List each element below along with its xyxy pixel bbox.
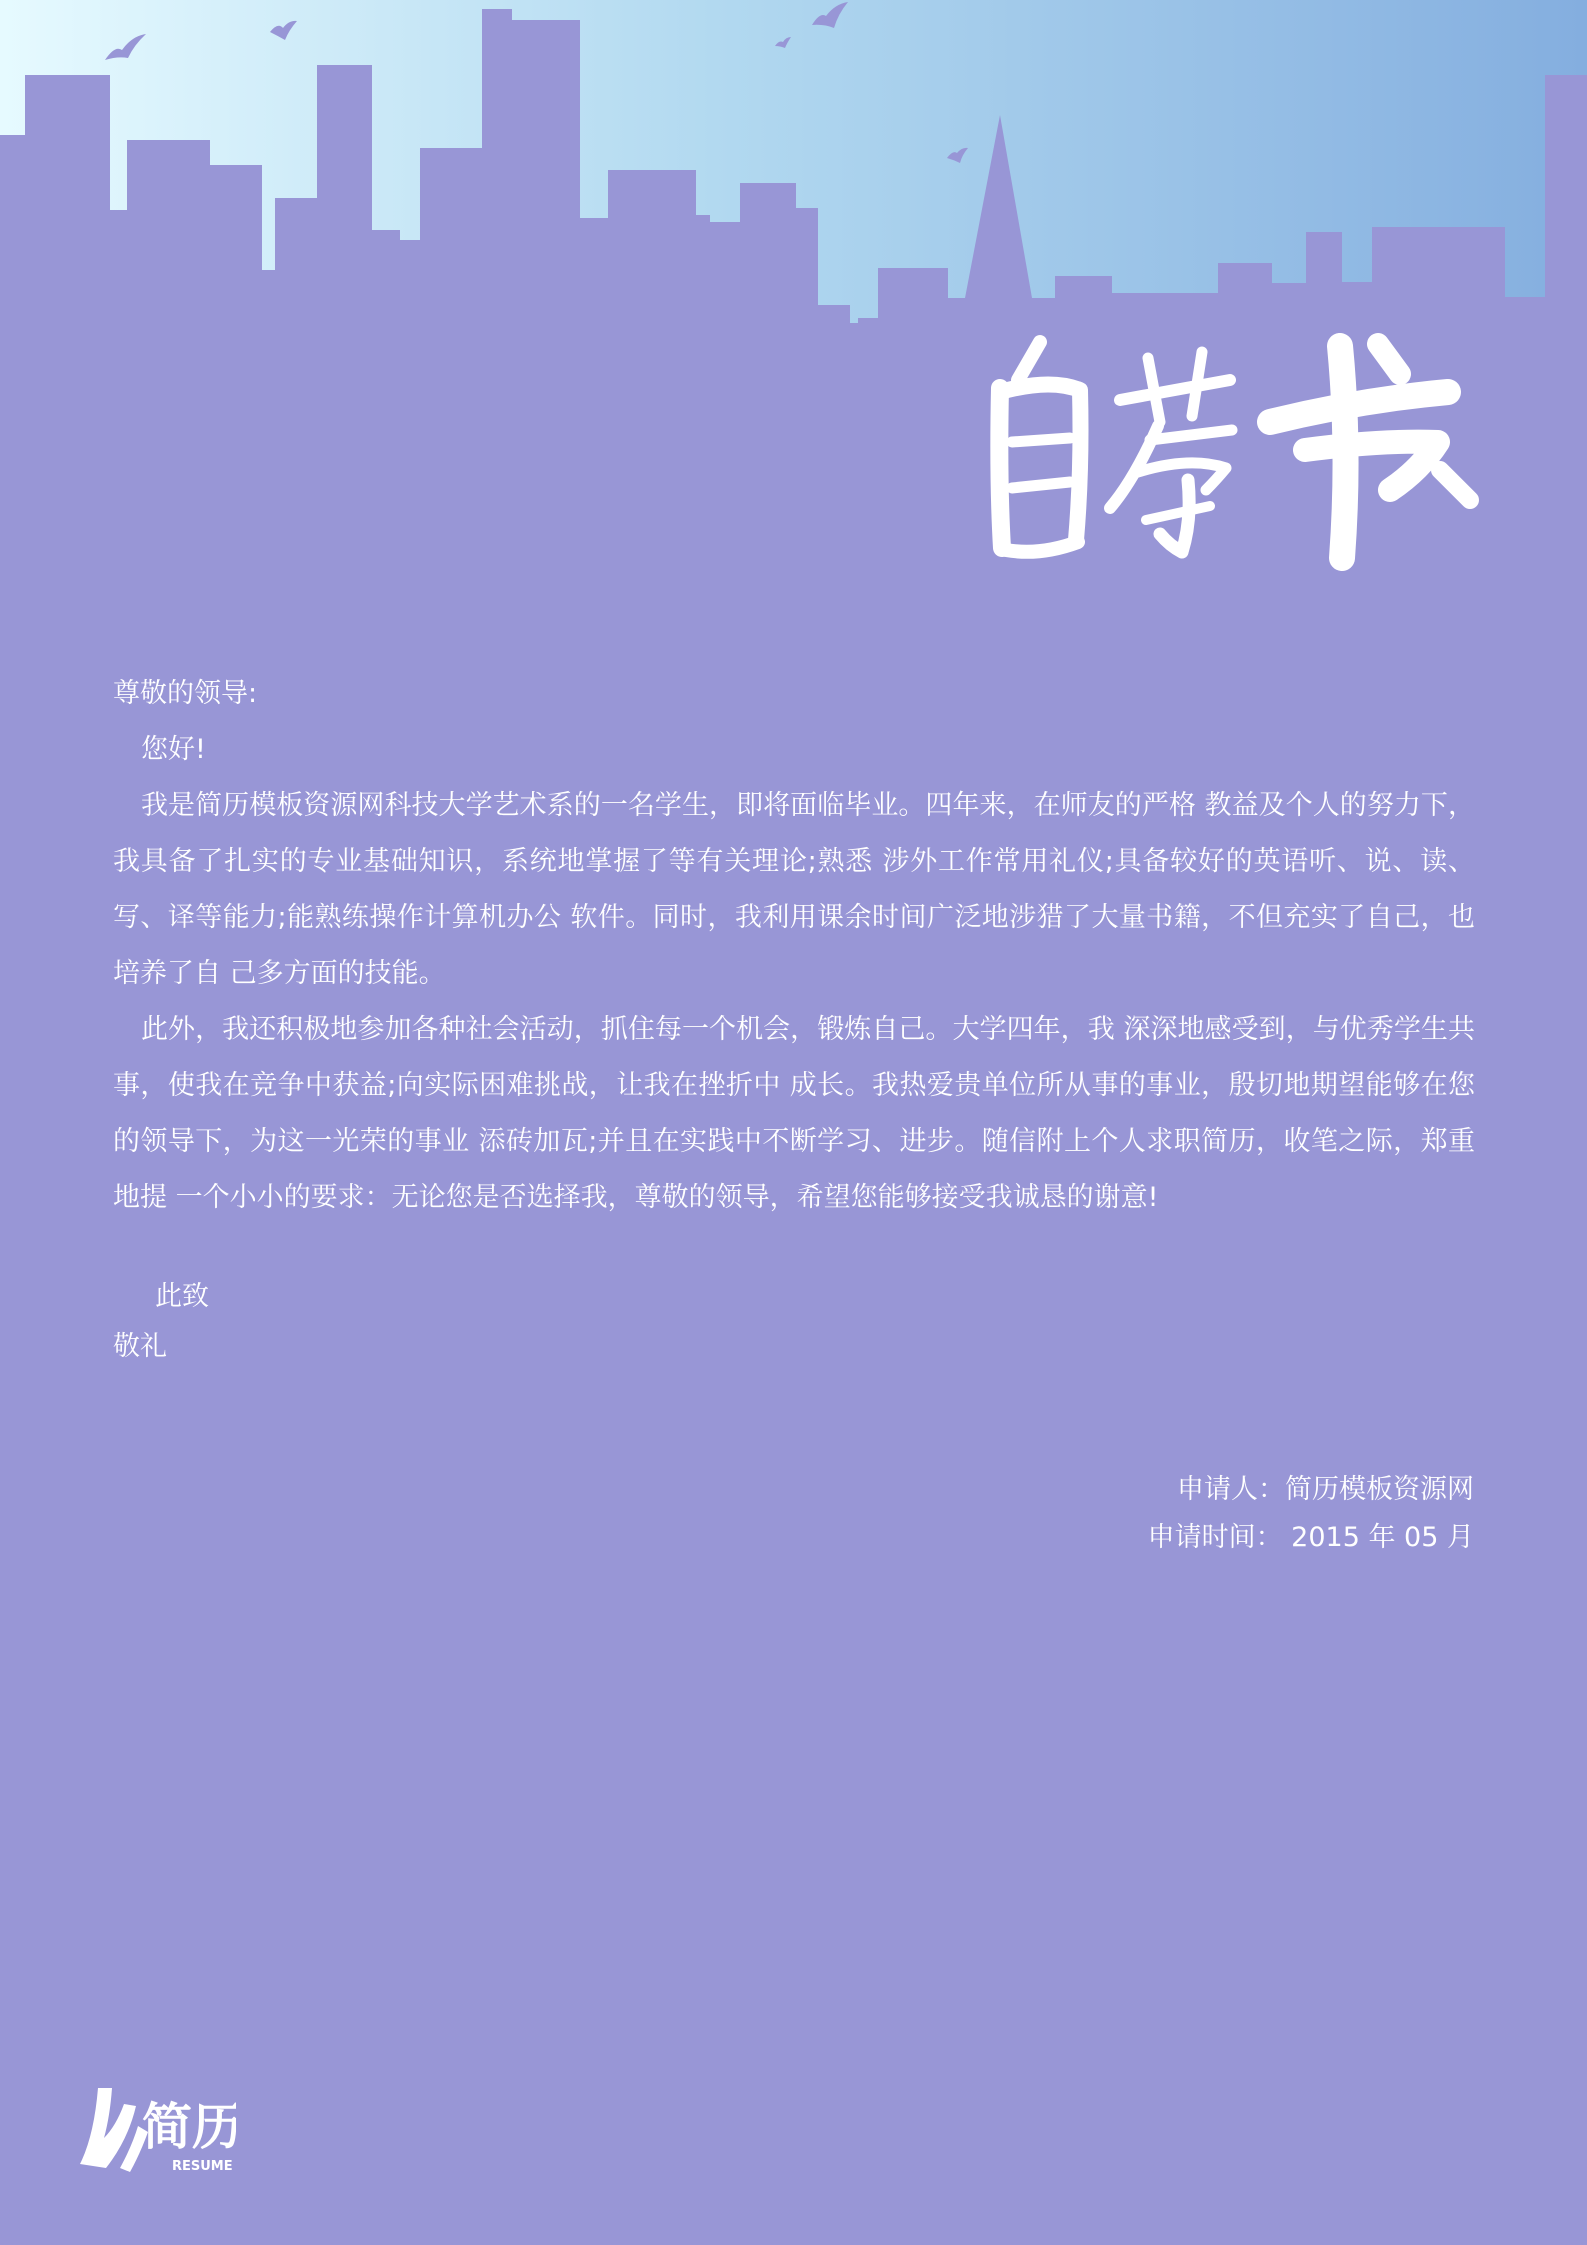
closing xyxy=(113,1272,209,1372)
letter-body xyxy=(113,666,1475,1226)
applicant: 申请人：简历模板资源网 xyxy=(1177,1474,1474,1505)
logo-subtext: RESUME xyxy=(172,2159,233,2174)
skyline-header xyxy=(0,0,1587,340)
application-date: 申请时间： 2015 年 05 月 xyxy=(1147,1522,1474,1553)
hello: 您好! xyxy=(141,734,206,765)
city-skyline-illustration xyxy=(0,0,1587,340)
logo-text: 简历 xyxy=(142,2098,236,2156)
greeting: 尊敬的领导: xyxy=(113,678,258,709)
closing-jingli: 敬礼 xyxy=(113,1331,167,1362)
signature-block xyxy=(1148,1466,1474,1562)
closing-cizhi: 此致 xyxy=(155,1281,209,1312)
paragraph-1: 我是简历模板资源网科技大学艺术系的一名学生，即将面临毕业。四年来，在师友的严格 教益及个人的努力下，我具备了扎实的专业基础知识，系统地掌握了等有关理论;熟悉 涉外工作常用礼仪;具备较好的英语听、说、读、写、译等能力;能熟练操作计算机办公 软件。同时，我利用课余时间广泛地涉猎了大量书籍，不但充实了自己，也培养了自 己多方面的技能。 xyxy=(113,790,1475,989)
document-title xyxy=(970,330,1490,580)
brand-logo xyxy=(76,2076,236,2176)
paragraph-2: 此外，我还积极地参加各种社会活动，抓住每一个机会，锻炼自己。大学四年，我 深深地感受到，与优秀学生共事，使我在竞争中获益;向实际困难挑战，让我在挫折中 成长。我热爱贵单位所从事的事业，殷切地期望能够在您的领导下，为这一光荣的事业 添砖加瓦;并且在实践中不断学习、进步。随信附上个人求职简历，收笔之际，郑重地提 一个小小的要求：无论您是否选择我，尊敬的领导，希望您能够接受我诚恳的谢意! xyxy=(113,1014,1475,1213)
logo-mark xyxy=(76,2076,236,2176)
calligraphy-title-art xyxy=(970,330,1490,580)
